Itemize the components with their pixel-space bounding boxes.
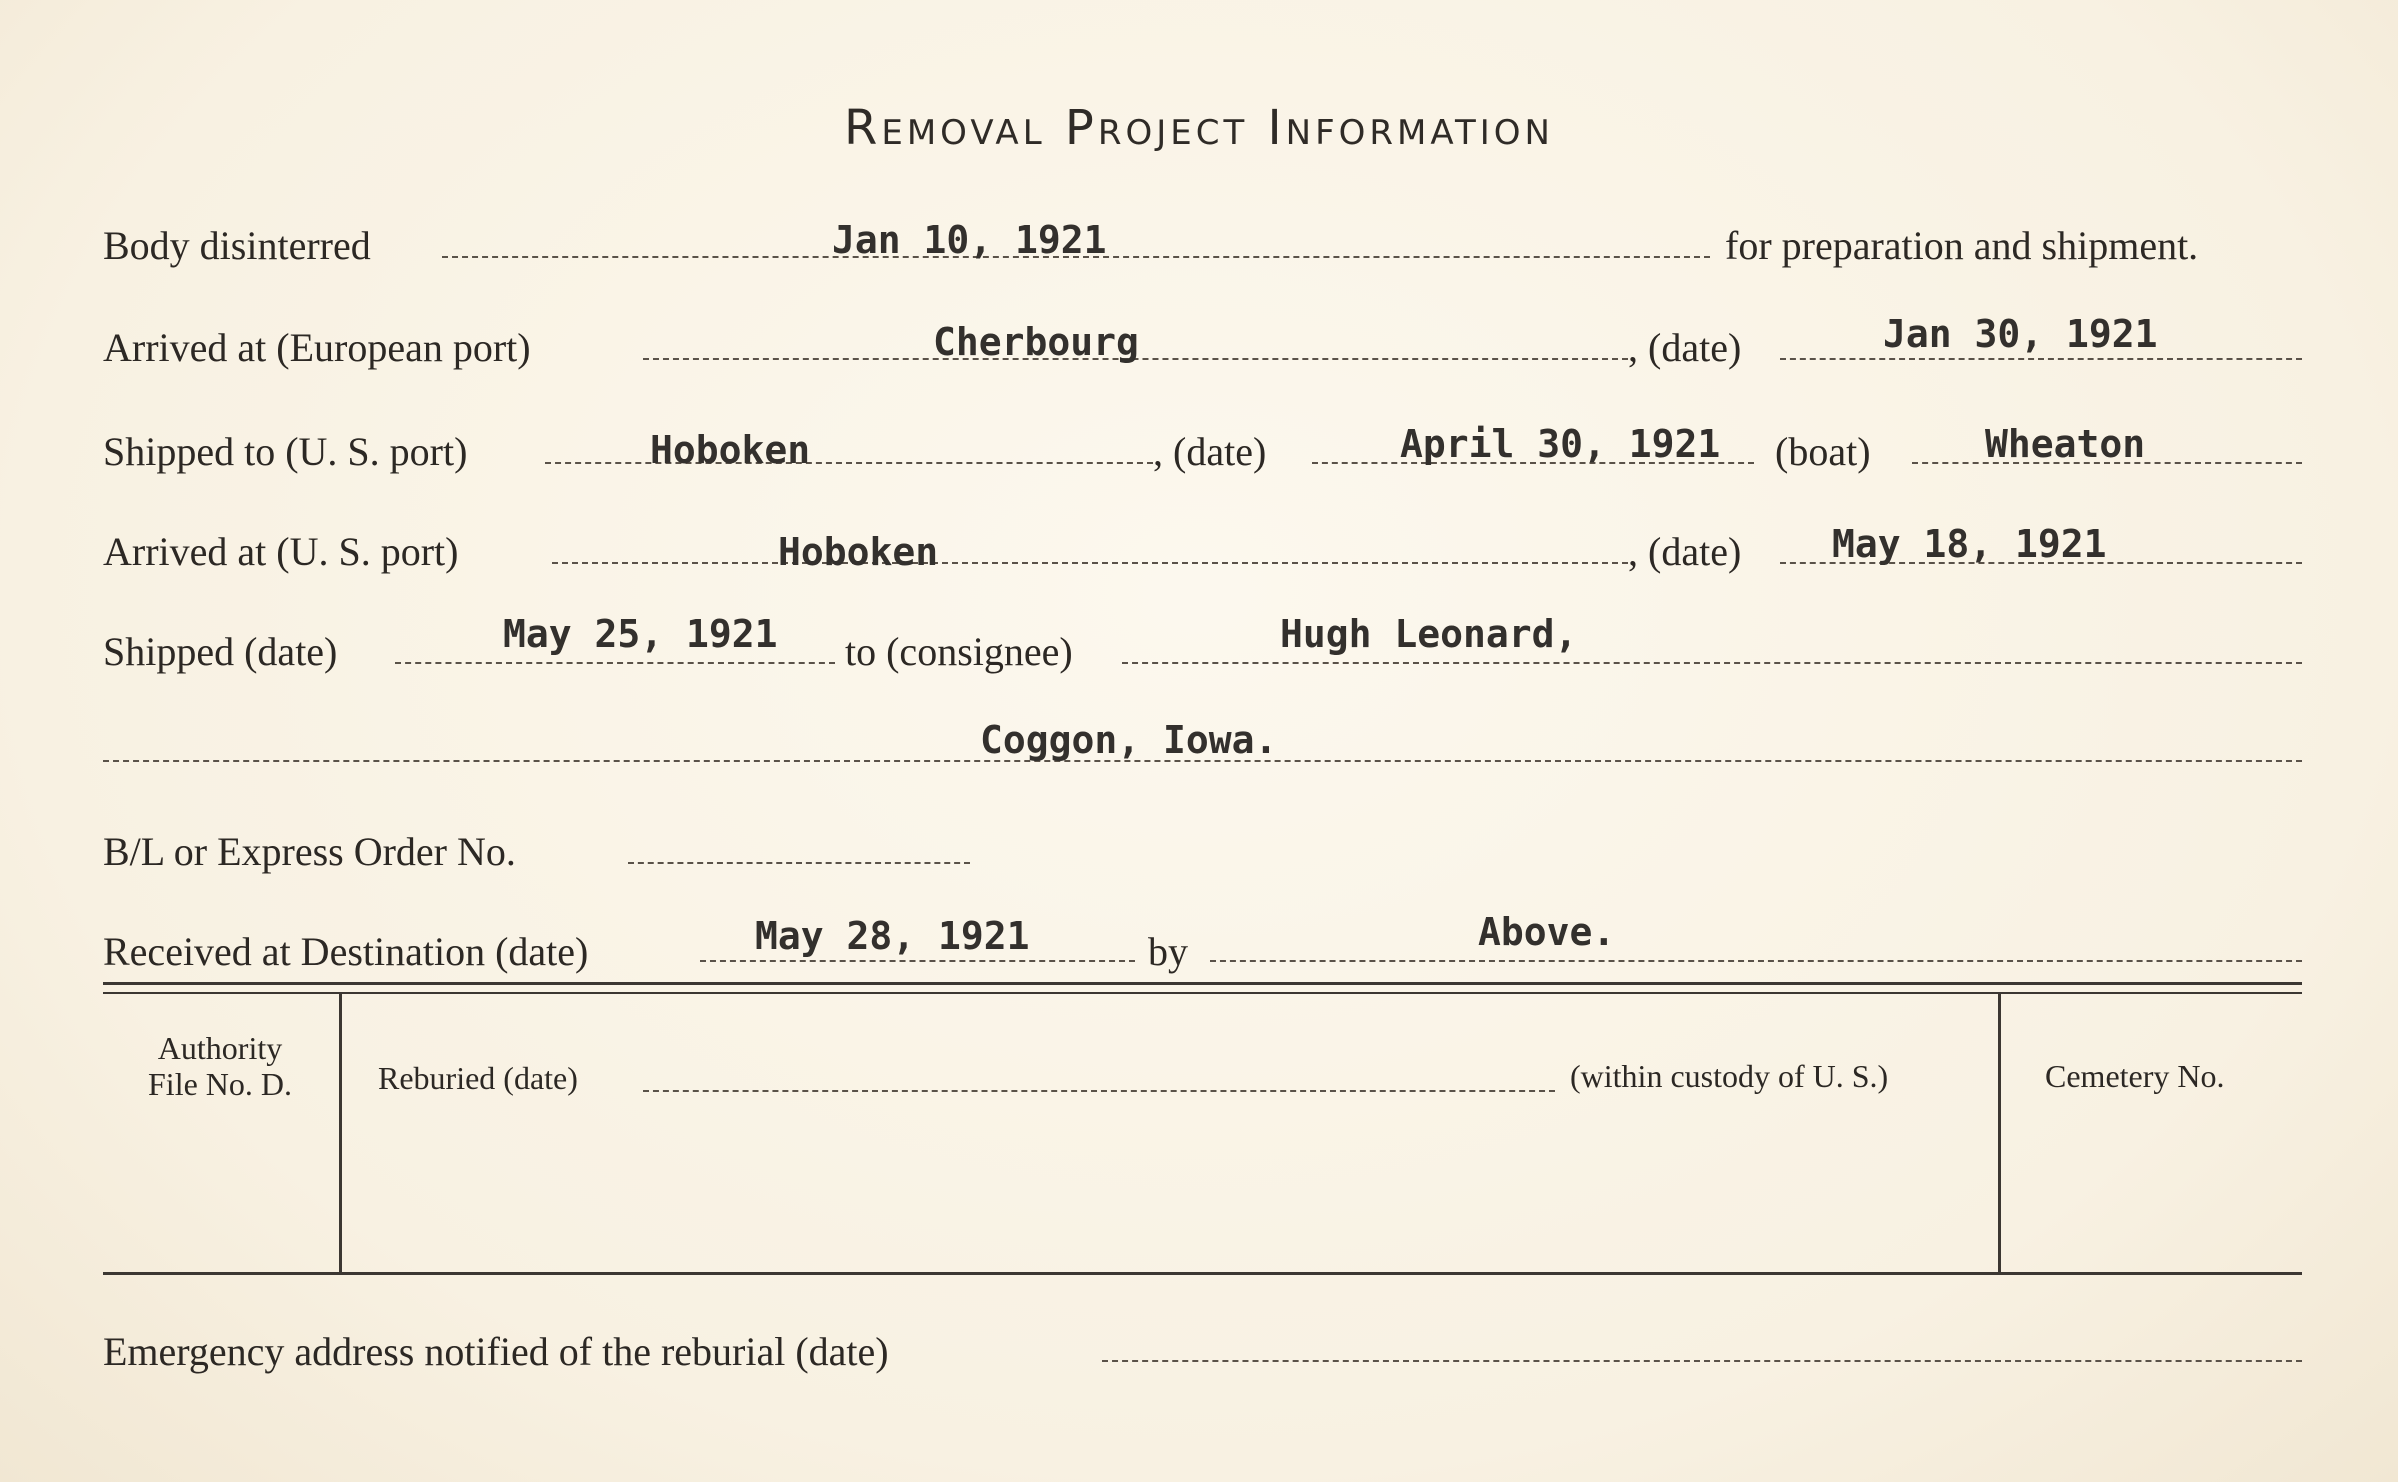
consignee-name-line xyxy=(1122,662,2302,664)
authority-label xyxy=(130,1030,310,1102)
us-port-arrived-line xyxy=(552,562,1628,564)
european-port-value: Cherbourg xyxy=(933,320,1139,364)
us-arrival-date-text: (date) xyxy=(1648,529,1742,574)
arrived-us-label: Arrived at (U. S. port) xyxy=(103,529,459,574)
shipped-date-label: , (date) xyxy=(1153,429,1267,474)
bl-express-label: B/L or Express Order No. xyxy=(103,829,516,874)
european-date-label: , (date) xyxy=(1628,325,1742,370)
bl-express-line xyxy=(628,862,970,864)
form-title: Removal Project Information xyxy=(844,100,1554,156)
authority-label-line1: Authority xyxy=(157,1030,283,1066)
box-divider-right xyxy=(1998,994,2001,1272)
received-by-value: Above. xyxy=(1478,910,1616,954)
shipped-date-text: (date) xyxy=(1173,429,1267,474)
box-divider-left xyxy=(339,994,342,1274)
received-date-line xyxy=(700,960,1135,962)
divider-bottom-line xyxy=(103,1272,2302,1275)
reburied-date-label: Reburied (date) xyxy=(378,1060,578,1096)
european-date-line xyxy=(1780,358,2302,360)
disinterred-date-value: Jan 10, 1921 xyxy=(832,218,1107,262)
european-date-text: (date) xyxy=(1648,325,1742,370)
us-port-shipped-line xyxy=(545,462,1153,464)
received-destination-label: Received at Destination (date) xyxy=(103,929,589,974)
received-date-value: May 28, 1921 xyxy=(755,914,1030,958)
shipped-date-value: April 30, 1921 xyxy=(1400,422,1721,466)
for-preparation-label: for preparation and shipment. xyxy=(1725,223,2199,268)
by-label: by xyxy=(1148,929,1188,974)
arrived-european-label: Arrived at (European port) xyxy=(103,325,531,370)
emergency-date-line xyxy=(1102,1360,2302,1362)
european-arrival-date-value: Jan 30, 1921 xyxy=(1883,312,2158,356)
divider-top-line-2 xyxy=(103,992,2302,994)
to-consignee-label: to (consignee) xyxy=(845,629,1073,674)
cemetery-no-label: Cemetery No. xyxy=(2045,1058,2225,1094)
consignee-shipped-date-line xyxy=(395,662,835,664)
us-port-arrived-value: Hoboken xyxy=(778,530,939,574)
consignee-address-value: Coggon, Iowa. xyxy=(980,718,1278,762)
consignee-shipped-date-value: May 25, 1921 xyxy=(503,612,778,656)
shipped-to-us-label: Shipped to (U. S. port) xyxy=(103,429,468,474)
body-disinterred-label: Body disinterred xyxy=(103,223,371,268)
boat-value: Wheaton xyxy=(1985,422,2146,466)
us-port-shipped-value: Hoboken xyxy=(650,428,811,472)
within-custody-label: (within custody of U. S.) xyxy=(1570,1058,1889,1094)
reburied-date-line xyxy=(643,1090,1555,1092)
us-arrival-date-value: May 18, 1921 xyxy=(1832,522,2107,566)
emergency-address-label: Emergency address notified of the reburial (date) xyxy=(103,1329,889,1374)
divider-top-line-1 xyxy=(103,982,2302,985)
us-arrival-date-label: , (date) xyxy=(1628,529,1742,574)
received-by-line xyxy=(1210,960,2302,962)
boat-label: (boat) xyxy=(1775,429,1871,474)
authority-label-line2: File No. D. xyxy=(148,1066,292,1102)
shipped-consignee-date-label: Shipped (date) xyxy=(103,629,338,674)
consignee-name-value: Hugh Leonard, xyxy=(1280,612,1578,656)
